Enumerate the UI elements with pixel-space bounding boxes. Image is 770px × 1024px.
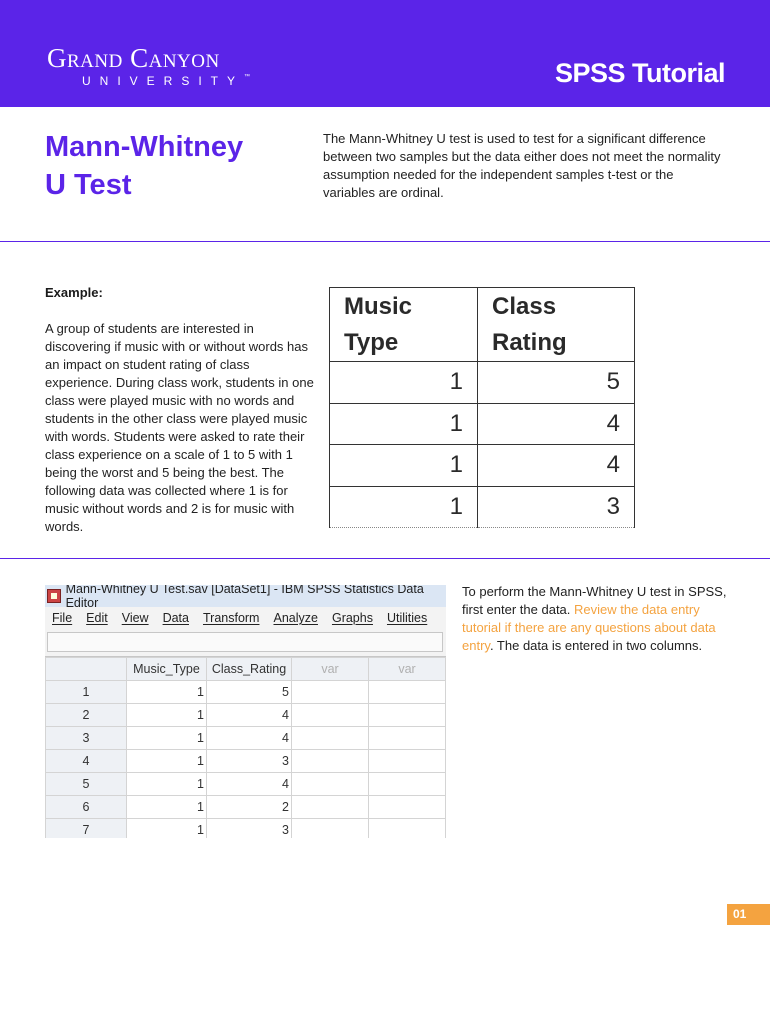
cell-class-rating: 4 xyxy=(207,727,292,750)
column-header-class-rating: Class Rating xyxy=(478,288,635,362)
spss-app-icon xyxy=(47,589,61,603)
cell-empty xyxy=(369,773,446,796)
column-header-music-type: Music Type xyxy=(330,288,478,362)
table-row xyxy=(330,445,635,487)
header-title: SPSS Tutorial xyxy=(554,58,725,88)
row-number: 3 xyxy=(46,727,127,750)
cell-class-rating: 4 xyxy=(207,773,292,796)
cell-music-type: 1 xyxy=(127,773,207,796)
row-number: 2 xyxy=(46,704,127,727)
table-cell: 1 xyxy=(330,445,478,487)
menu-data: Data xyxy=(162,611,189,625)
section-divider xyxy=(0,558,770,559)
cell-music-type: 1 xyxy=(127,819,207,839)
title-line-1: Mann-Whitney xyxy=(45,131,244,163)
grid-row xyxy=(46,773,446,796)
cell-class-rating: 4 xyxy=(207,704,292,727)
grid-column-music-type: Music_Type xyxy=(127,658,207,681)
cell-class-rating: 5 xyxy=(207,681,292,704)
table-cell: 5 xyxy=(478,362,635,404)
menu-view: View xyxy=(121,611,149,625)
cell-empty xyxy=(292,773,369,796)
table-row xyxy=(330,486,635,528)
caption-text: To perform the Mann-Whitney U test in SPSS, first enter the data. xyxy=(462,584,727,617)
table-cell: 4 xyxy=(478,403,635,445)
cell-music-type: 1 xyxy=(127,727,207,750)
row-number: 1 xyxy=(46,681,127,704)
grid-column-var: var xyxy=(369,658,446,681)
cell-empty xyxy=(369,727,446,750)
cell-music-type: 1 xyxy=(127,681,207,704)
row-number: 6 xyxy=(46,796,127,819)
menu-transform: Transform xyxy=(202,611,260,625)
grid-row xyxy=(46,727,446,750)
spss-cell-editor-bar xyxy=(45,629,446,657)
page-title xyxy=(45,128,285,204)
example-label: Example: xyxy=(45,285,103,300)
trademark-symbol: ™ xyxy=(244,74,251,80)
grid-row xyxy=(46,796,446,819)
intro-paragraph: The Mann-Whitney U test is used to test for a significant difference between two samples but the data either does not meet the normality assumption needed for the independent samples t-test or the variables are ordinal. xyxy=(323,131,721,200)
cell-empty xyxy=(369,681,446,704)
logo-subtitle: UNIVERSITY xyxy=(82,74,245,88)
table-row xyxy=(330,403,635,445)
menu-graphs: Graphs xyxy=(331,611,373,625)
cell-class-rating: 3 xyxy=(207,750,292,773)
example-paragraph: A group of students are interested in discovering if music with or without words has an impact on student rating of class experience. During class work, students in one class were played music with no words and students in the other class were played music with words. Students were asked to rate their class experience on a scale of 1 to 5 with 1 being the worst and 5 being the best. The following data was collected where 1 is for music without words and 2 is for music with words. xyxy=(45,321,314,534)
cell-empty xyxy=(369,750,446,773)
section-divider xyxy=(0,241,770,242)
cell-empty xyxy=(292,704,369,727)
cell-music-type: 1 xyxy=(127,704,207,727)
menu-edit: Edit xyxy=(86,611,108,625)
cell-class-rating: 3 xyxy=(207,819,292,839)
caption-text-end: . The data is entered in two columns. xyxy=(489,638,703,653)
menu-analyze: Analyze xyxy=(273,611,318,625)
page-header xyxy=(0,0,770,107)
university-logo xyxy=(47,44,250,88)
title-line-2: U Test xyxy=(45,169,132,201)
grid-row xyxy=(46,704,446,727)
grid-column-var: var xyxy=(292,658,369,681)
row-number: 7 xyxy=(46,819,127,839)
cell-empty xyxy=(369,819,446,839)
table-cell: 1 xyxy=(330,486,478,528)
table-cell: 3 xyxy=(478,486,635,528)
example-data-table xyxy=(329,287,635,528)
grid-corner xyxy=(46,658,127,681)
spss-data-editor-screenshot xyxy=(45,585,446,838)
grid-row xyxy=(46,750,446,773)
spss-menubar xyxy=(45,607,446,629)
cell-empty xyxy=(369,796,446,819)
grid-column-class-rating: Class_Rating xyxy=(207,658,292,681)
menu-file: File xyxy=(52,611,73,625)
grid-row xyxy=(46,681,446,704)
cell-music-type: 1 xyxy=(127,796,207,819)
row-number: 5 xyxy=(46,773,127,796)
spss-window-title: Mann-Whitney U Test.sav [DataSet1] - IBM SPSS Statistics Data Editor xyxy=(65,585,424,610)
table-cell: 1 xyxy=(330,403,478,445)
cell-empty xyxy=(292,819,369,839)
menu-utilities: Utilities xyxy=(386,611,428,625)
logo-wordmark: Grand Canyon xyxy=(47,43,220,73)
page-number-badge: 01 xyxy=(727,904,770,925)
data-entry-tutorial-link[interactable]: Review the data entry tutorial if there are any questions about data entry xyxy=(462,602,716,653)
cell-empty xyxy=(292,796,369,819)
cell-music-type: 1 xyxy=(127,750,207,773)
cell-empty xyxy=(292,681,369,704)
spss-instructions xyxy=(462,583,732,655)
row-number: 4 xyxy=(46,750,127,773)
grid-row xyxy=(46,819,446,839)
cell-value-field xyxy=(47,632,443,652)
spss-data-grid xyxy=(45,657,446,838)
cell-empty xyxy=(369,704,446,727)
table-row xyxy=(330,362,635,404)
cell-empty xyxy=(292,750,369,773)
table-cell: 1 xyxy=(330,362,478,404)
cell-class-rating: 2 xyxy=(207,796,292,819)
cell-empty xyxy=(292,727,369,750)
spss-titlebar xyxy=(45,585,446,610)
table-cell: 4 xyxy=(478,445,635,487)
